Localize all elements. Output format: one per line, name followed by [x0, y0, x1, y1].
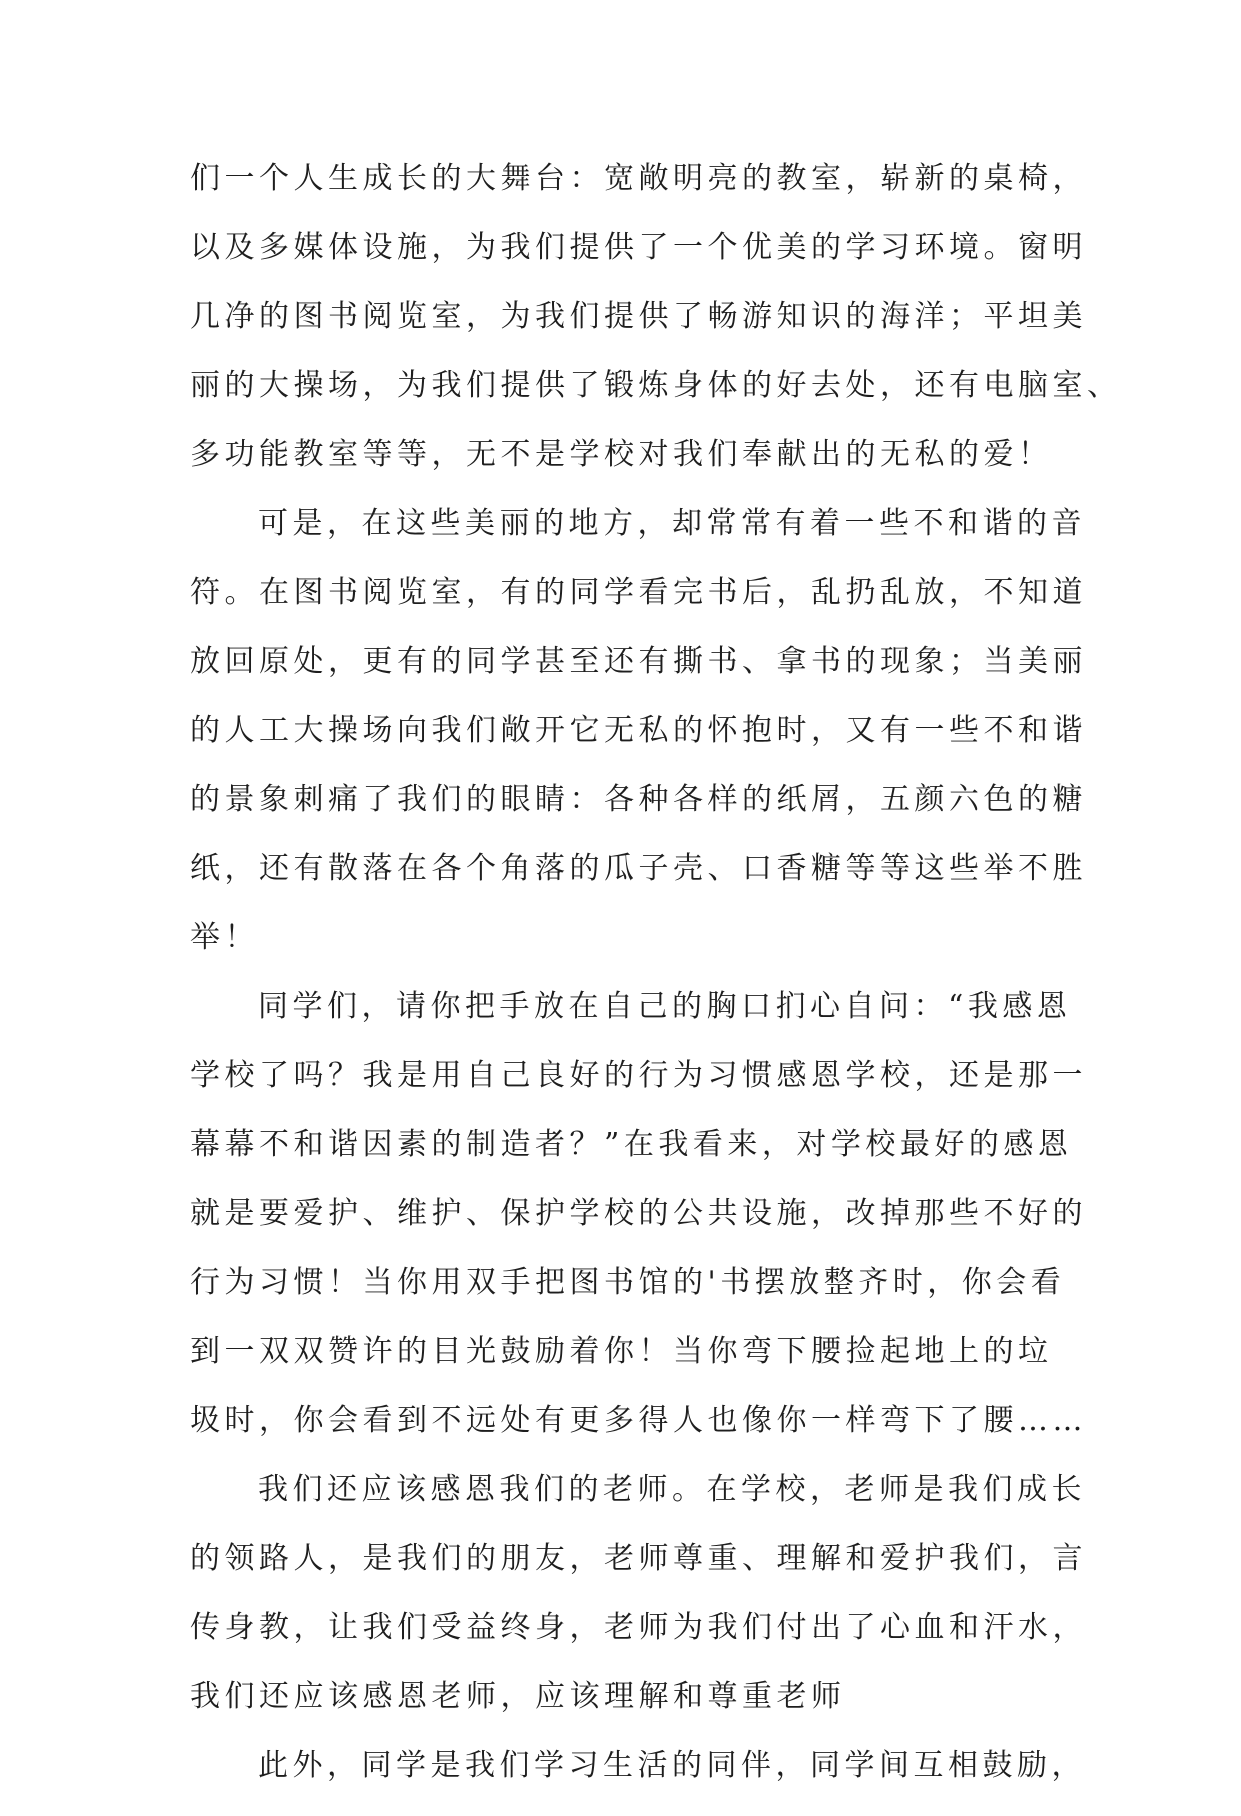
text-line: 就是要爱护、维护、保护学校的公共设施，改掉那些不好的: [190, 1196, 1087, 1231]
paragraph-1: [190, 160, 1122, 474]
paragraph-4: [190, 1471, 1087, 1716]
text-line: 此外，同学是我们学习生活的同伴，同学间互相鼓励，: [258, 1748, 1086, 1783]
text-line: 我们还应该感恩我们的老师。在学校，老师是我们成长: [258, 1472, 1086, 1507]
text-line: 符。在图书阅览室，有的同学看完书后，乱扔乱放，不知道: [190, 575, 1087, 610]
text-line: 的人工大操场向我们敞开它无私的怀抱时，又有一些不和谐: [190, 713, 1087, 748]
text-line: 以及多媒体设施，为我们提供了一个优美的学习环境。窗明: [190, 230, 1087, 265]
text-line: 的景象刺痛了我们的眼睛：各种各样的纸屑，五颜六色的糖: [190, 782, 1087, 817]
text-line: 行为习惯！当你用双手把图书馆的'书摆放整齐时，你会看: [190, 1265, 1066, 1300]
paragraph-2: [190, 505, 1087, 957]
paragraph-3: [190, 988, 1087, 1440]
text-line: 传身教，让我们受益终身，老师为我们付出了心血和汗水，: [190, 1610, 1087, 1645]
text-line: 放回原处，更有的同学甚至还有撕书、拿书的现象；当美丽: [190, 644, 1087, 679]
body-text: [190, 160, 1122, 1816]
text-line: 学校了吗？我是用自己良好的行为习惯感恩学校，还是那一: [190, 1058, 1087, 1093]
text-line: 举！: [190, 920, 259, 955]
text-line: 多功能教室等等，无不是学校对我们奉献出的无私的爱！: [190, 437, 1053, 472]
paragraph-5: [190, 1747, 1086, 1785]
text-line: 几净的图书阅览室，为我们提供了畅游知识的海洋；平坦美: [190, 299, 1087, 334]
text-line: 圾时，你会看到不远处有更多得人也像你一样弯下了腰……: [190, 1403, 1087, 1438]
text-line: 丽的大操场，为我们提供了锻炼身体的好去处，还有电脑室、: [190, 368, 1122, 403]
text-line: 我们还应该感恩老师，应该理解和尊重老师: [190, 1679, 846, 1714]
text-line: 们一个人生成长的大舞台：宽敞明亮的教室，崭新的桌椅，: [190, 161, 1087, 196]
text-line: 同学们，请你把手放在自己的胸口扪心自问：“我感恩: [258, 989, 1072, 1024]
text-line: 纸，还有散落在各个角落的瓜子壳、口香糖等等这些举不胜: [190, 851, 1087, 886]
text-line: 幕幕不和谐因素的制造者？”在我看来，对学校最好的感恩: [190, 1127, 1073, 1162]
text-line: 可是，在这些美丽的地方，却常常有着一些不和谐的音: [258, 506, 1086, 541]
text-line: 到一双双赞许的目光鼓励着你！当你弯下腰捡起地上的垃: [190, 1334, 1053, 1369]
text-line: 的领路人，是我们的朋友，老师尊重、理解和爱护我们，言: [190, 1541, 1087, 1576]
